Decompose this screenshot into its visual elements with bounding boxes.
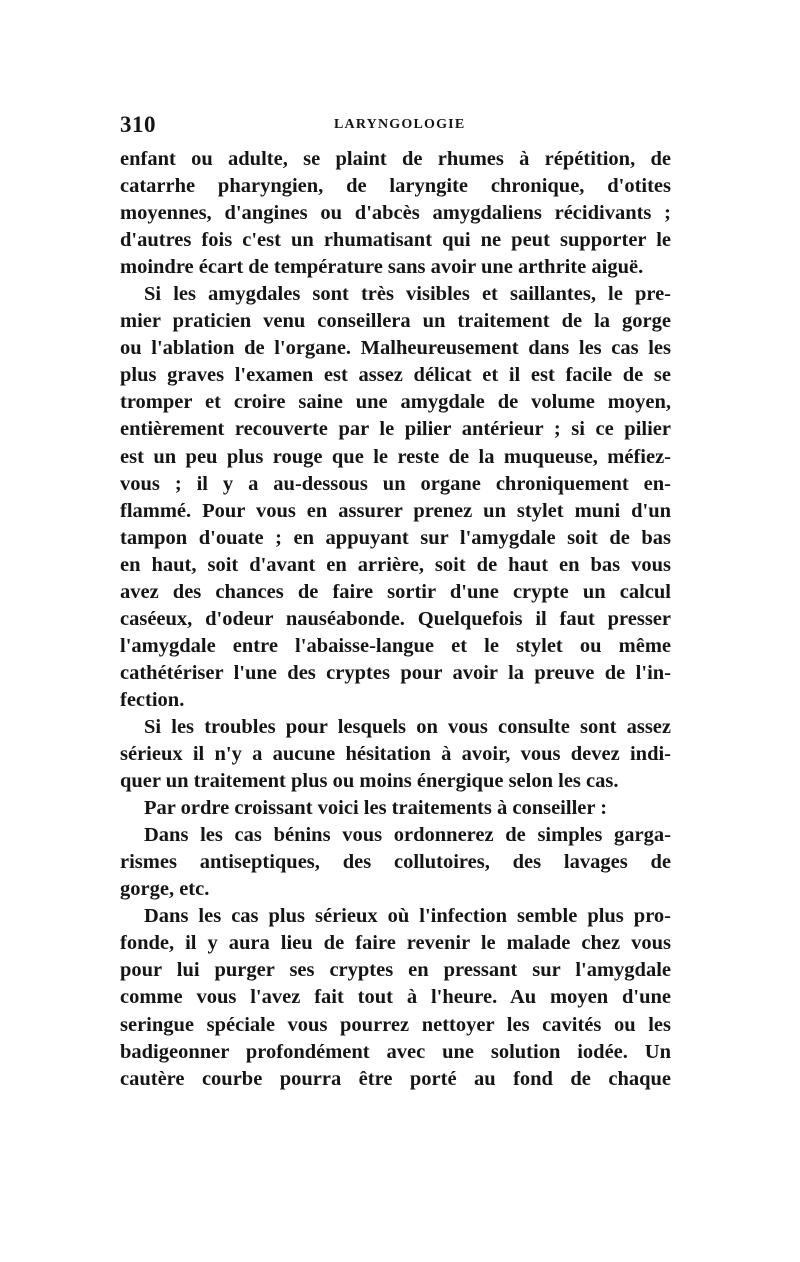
text-line: avez des chances de faire sortir d'une crypte un calcul [120, 580, 671, 603]
text-line: ou l'ablation de l'organe. Malheureusement dans les cas les [120, 337, 671, 360]
text-line: sérieux il n'y a aucune hésitation à avoir, vous devez indi- [120, 743, 671, 766]
text-line: cautère courbe pourra être porté au fond de chaque [120, 1067, 671, 1090]
running-head [120, 112, 670, 142]
text-line: est un peu plus rouge que le reste de la muqueuse, méfiez- [120, 445, 671, 468]
text-line: l'amygdale entre l'abaisse-langue et le stylet ou même [120, 634, 671, 657]
text-line: caséeux, d'odeur nauséabonde. Quelquefois il faut presser [120, 607, 671, 630]
text-line: cathétériser l'une des cryptes pour avoir la preuve de l'in- [120, 661, 671, 684]
text-line: quer un traitement plus ou moins énergique selon les cas. [120, 770, 619, 793]
text-line: seringue spéciale vous pourrez nettoyer les cavités ou les [120, 1013, 671, 1036]
paragraph-start-line: Si les troubles pour lesquels on vous consulte sont assez [144, 715, 671, 738]
paragraph-start-line: Si les amygdales sont très visibles et saillantes, le pre- [144, 283, 671, 306]
body-text [120, 146, 671, 1093]
text-line: gorge, etc. [120, 878, 210, 901]
text-line: tampon d'ouate ; en appuyant sur l'amygdale soit de bas [120, 526, 671, 549]
text-line: enfant ou adulte, se plaint de rhumes à répétition, de [120, 148, 671, 170]
text-line: tromper et croire saine une amygdale de volume moyen, [120, 391, 671, 414]
text-line: pour lui purger ses cryptes en pressant sur l'amygdale [120, 959, 671, 982]
text-line: moyennes, d'angines ou d'abcès amygdaliens récidivants ; [120, 202, 671, 225]
text-line: en haut, soit d'avant en arrière, soit de haut en bas vous [120, 553, 671, 576]
paragraph-start-line: Par ordre croissant voici les traitements à conseiller : [144, 797, 608, 820]
paragraph-start-line: Dans les cas bénins vous ordonnerez de simples garga- [144, 824, 671, 847]
text-line: catarrhe pharyngien, de laryngite chronique, d'otites [120, 175, 671, 198]
text-line: badigeonner profondément avec une solution iodée. Un [120, 1040, 671, 1063]
text-line: flammé. Pour vous en assurer prenez un stylet muni d'un [120, 499, 671, 522]
text-line: mier praticien venu conseillera un traitement de la gorge [120, 310, 671, 333]
text-line: fection. [120, 688, 185, 711]
text-line: fonde, il y aura lieu de faire revenir le malade chez vous [120, 932, 671, 955]
page-number: 310 [120, 112, 156, 137]
text-line: entièrement recouverte par le pilier antérieur ; si ce pilier [120, 418, 671, 441]
text-line: moindre écart de température sans avoir une arthrite aiguë. [120, 256, 644, 279]
paragraph-start-line: Dans les cas plus sérieux où l'infection semble plus pro- [144, 905, 671, 928]
text-line: plus graves l'examen est assez délicat et il est facile de se [120, 364, 671, 387]
text-line: rismes antiseptiques, des collutoires, des lavages de [120, 851, 671, 874]
running-title: LARYNGOLOGIE [334, 117, 466, 132]
text-line: vous ; il y a au-dessous un organe chroniquement en- [120, 472, 671, 495]
text-line: d'autres fois c'est un rhumatisant qui ne peut supporter le [120, 229, 671, 252]
text-line: comme vous l'avez fait tout à l'heure. Au moyen d'une [120, 986, 671, 1009]
